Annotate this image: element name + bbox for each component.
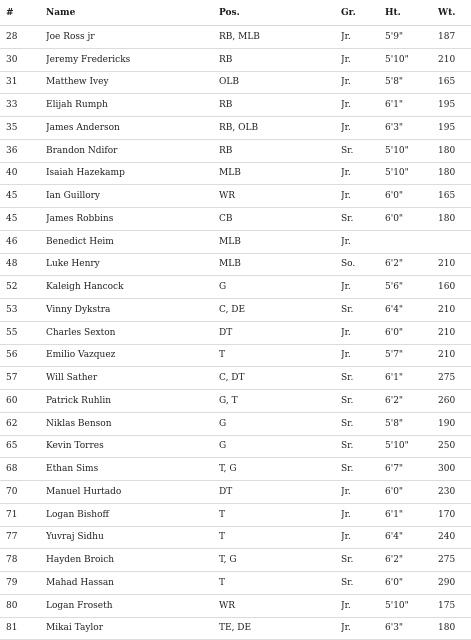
player-weight: 170 [438,503,471,526]
player-weight: 290 [438,572,471,595]
player-height: 6'0" [385,185,438,208]
player-weight: 250 [438,435,471,458]
roster-body [0,26,471,640]
player-grade: Sr. [341,367,385,390]
player-weight: 180 [438,617,471,640]
player-height: 6'2" [385,549,438,572]
player-height: 6'3" [385,117,438,140]
player-weight: 165 [438,185,471,208]
player-position: C, DE [219,299,341,322]
roster-header [0,0,471,26]
player-name: Jeremy Fredericks [46,48,219,71]
player-number: 45 [0,185,46,208]
table-row [0,48,471,71]
player-grade: Jr. [341,503,385,526]
player-height [385,230,438,253]
player-weight: 160 [438,276,471,299]
player-name: Brandon Ndifor [46,139,219,162]
player-grade: Sr. [341,390,385,413]
player-position: RB [219,94,341,117]
player-position: G [219,412,341,435]
player-height: 6'0" [385,208,438,231]
header-row [0,0,471,26]
player-number: 71 [0,503,46,526]
player-weight: 210 [438,321,471,344]
player-weight: 175 [438,594,471,617]
header-position: Pos. [219,0,341,26]
player-number: 52 [0,276,46,299]
table-row [0,253,471,276]
table-row [0,26,471,49]
player-position: C, DT [219,367,341,390]
player-height: 5'10" [385,435,438,458]
table-row [0,549,471,572]
table-row [0,481,471,504]
player-position: T [219,503,341,526]
player-position: MLB [219,230,341,253]
player-name: Yuvraj Sidhu [46,526,219,549]
player-height: 6'0" [385,321,438,344]
player-grade: Jr. [341,94,385,117]
player-height: 5'10" [385,48,438,71]
table-row [0,572,471,595]
player-weight: 300 [438,458,471,481]
player-number: 30 [0,48,46,71]
player-number: 53 [0,299,46,322]
table-row [0,390,471,413]
player-name: Logan Bishoff [46,503,219,526]
player-grade: Jr. [341,481,385,504]
player-position: G, T [219,390,341,413]
player-number: 33 [0,94,46,117]
player-position: WR [219,185,341,208]
player-position: OLB [219,71,341,94]
player-number: 60 [0,390,46,413]
player-grade: Jr. [341,48,385,71]
player-position: RB [219,48,341,71]
player-number: 57 [0,367,46,390]
player-number: 28 [0,26,46,49]
player-name: Hayden Broich [46,549,219,572]
player-number: 65 [0,435,46,458]
player-position: TE, DE [219,617,341,640]
player-name: Vinny Dykstra [46,299,219,322]
player-grade: Jr. [341,26,385,49]
header-number: # [0,0,46,26]
player-grade: Jr. [341,321,385,344]
player-position: T, G [219,549,341,572]
player-grade: Jr. [341,617,385,640]
table-row [0,412,471,435]
table-row [0,458,471,481]
player-grade: Jr. [341,344,385,367]
table-row [0,617,471,640]
player-name: Patrick Ruhlin [46,390,219,413]
player-height: 5'10" [385,162,438,185]
player-grade: Sr. [341,549,385,572]
player-position: T, G [219,458,341,481]
player-position: MLB [219,253,341,276]
player-grade: Jr. [341,185,385,208]
header-height: Ht. [385,0,438,26]
player-height: 5'6" [385,276,438,299]
player-height: 5'8" [385,412,438,435]
player-grade: So. [341,253,385,276]
player-position: T [219,572,341,595]
player-position: T [219,526,341,549]
player-number: 40 [0,162,46,185]
table-row [0,71,471,94]
player-number: 81 [0,617,46,640]
player-weight: 210 [438,299,471,322]
player-position: WR [219,594,341,617]
player-weight: 210 [438,253,471,276]
player-number: 45 [0,208,46,231]
table-row [0,526,471,549]
player-grade: Jr. [341,276,385,299]
player-weight: 260 [438,390,471,413]
player-weight: 210 [438,344,471,367]
player-grade: Jr. [341,526,385,549]
player-name: Mikai Taylor [46,617,219,640]
player-height: 5'9" [385,26,438,49]
player-height: 5'7" [385,344,438,367]
player-weight: 275 [438,367,471,390]
player-name: Kevin Torres [46,435,219,458]
player-height: 6'3" [385,617,438,640]
player-position: MLB [219,162,341,185]
player-name: Mahad Hassan [46,572,219,595]
player-number: 56 [0,344,46,367]
player-grade: Jr. [341,594,385,617]
player-number: 79 [0,572,46,595]
player-position: DT [219,321,341,344]
table-row [0,435,471,458]
player-grade: Sr. [341,139,385,162]
player-weight: 165 [438,71,471,94]
player-grade: Jr. [341,162,385,185]
player-number: 80 [0,594,46,617]
player-position: G [219,276,341,299]
table-row [0,94,471,117]
player-height: 5'10" [385,139,438,162]
player-name: Will Sather [46,367,219,390]
player-name: Logan Froseth [46,594,219,617]
player-name: Matthew Ivey [46,71,219,94]
table-row [0,185,471,208]
player-name: Niklas Benson [46,412,219,435]
player-number: 31 [0,71,46,94]
player-number: 55 [0,321,46,344]
table-row [0,208,471,231]
table-row [0,139,471,162]
header-name: Name [46,0,219,26]
player-grade: Jr. [341,71,385,94]
table-row [0,276,471,299]
player-grade: Sr. [341,299,385,322]
player-number: 68 [0,458,46,481]
player-weight: 230 [438,481,471,504]
player-grade: Sr. [341,208,385,231]
player-weight: 180 [438,162,471,185]
table-row [0,117,471,140]
table-row [0,594,471,617]
player-height: 6'1" [385,367,438,390]
header-grade: Gr. [341,0,385,26]
player-number: 70 [0,481,46,504]
player-name: Elijah Rumph [46,94,219,117]
player-name: James Anderson [46,117,219,140]
player-weight [438,230,471,253]
player-grade: Sr. [341,572,385,595]
player-weight: 210 [438,48,471,71]
player-name: Luke Henry [46,253,219,276]
player-position: DT [219,481,341,504]
player-name: Benedict Heim [46,230,219,253]
player-number: 35 [0,117,46,140]
player-height: 6'0" [385,481,438,504]
table-row [0,162,471,185]
player-weight: 275 [438,549,471,572]
player-name: Charles Sexton [46,321,219,344]
table-row [0,230,471,253]
player-number: 36 [0,139,46,162]
table-row [0,321,471,344]
table-row [0,367,471,390]
player-position: RB, MLB [219,26,341,49]
player-grade: Sr. [341,435,385,458]
player-height: 6'1" [385,503,438,526]
table-row [0,299,471,322]
player-weight: 240 [438,526,471,549]
player-weight: 180 [438,139,471,162]
player-height: 6'1" [385,94,438,117]
player-height: 6'4" [385,526,438,549]
player-name: Ian Guillory [46,185,219,208]
player-number: 46 [0,230,46,253]
table-row [0,503,471,526]
player-weight: 195 [438,117,471,140]
player-name: Manuel Hurtado [46,481,219,504]
player-position: RB [219,139,341,162]
player-weight: 195 [438,94,471,117]
player-position: G [219,435,341,458]
player-height: 6'2" [385,390,438,413]
player-weight: 180 [438,208,471,231]
player-height: 6'7" [385,458,438,481]
player-grade: Sr. [341,412,385,435]
player-number: 62 [0,412,46,435]
player-position: T [219,344,341,367]
player-name: Ethan Sims [46,458,219,481]
player-weight: 187 [438,26,471,49]
player-grade: Jr. [341,230,385,253]
player-height: 5'8" [385,71,438,94]
player-height: 6'0" [385,572,438,595]
player-name: Emilio Vazquez [46,344,219,367]
player-grade: Sr. [341,458,385,481]
player-number: 78 [0,549,46,572]
player-number: 48 [0,253,46,276]
player-height: 6'2" [385,253,438,276]
player-height: 6'4" [385,299,438,322]
player-position: CB [219,208,341,231]
header-weight: Wt. [438,0,471,26]
player-position: RB, OLB [219,117,341,140]
player-name: James Robbins [46,208,219,231]
player-height: 5'10" [385,594,438,617]
player-weight: 190 [438,412,471,435]
player-number: 77 [0,526,46,549]
player-name: Isaiah Hazekamp [46,162,219,185]
player-grade: Jr. [341,117,385,140]
table-row [0,344,471,367]
player-name: Joe Ross jr [46,26,219,49]
player-name: Kaleigh Hancock [46,276,219,299]
